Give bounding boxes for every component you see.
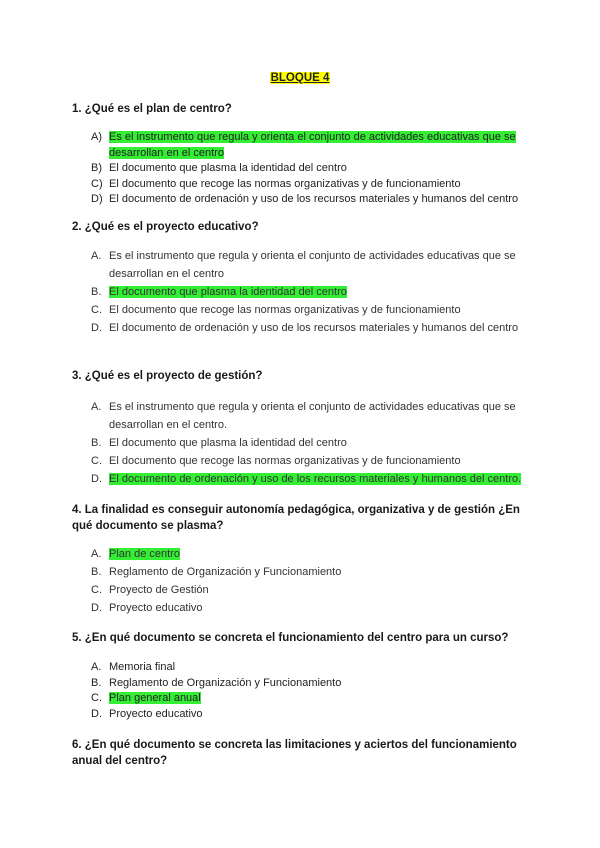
option: C. Proyecto de Gestión [91,584,209,596]
option: D) El documento de ordenación y uso de los recursos materiales y humanos del centro [91,193,519,205]
question-5: 5. ¿En qué documento se concreta el funcionamiento del centro para un curso? [72,632,509,644]
question-1-options [91,130,533,208]
option: D. Proyecto educativo [91,707,203,720]
option: B. El documento que plasma la identidad del centro [91,437,347,449]
question-4-options [91,545,533,617]
block-title: BLOQUE 4 [270,72,330,84]
option: A) Es el instrumento que regula y orienta el conjunto de actividades educativas que se desarrollan en el centro [91,131,516,159]
option: B. Reglamento de Organización y Funcionamiento [91,566,342,578]
question-5-options [91,660,533,722]
option: A. Plan de centro [91,548,180,560]
option: C) El documento que recoge las normas organizativas y de funcionamiento [91,177,461,190]
option: B. El documento que plasma la identidad del centro [91,286,347,298]
question-6: 6. ¿En qué documento se concreta las limitaciones y aciertos del funcionamiento anual del centro? [72,739,517,767]
question-2-options [91,247,533,337]
question-1: 1. ¿Qué es el plan de centro? [72,103,232,115]
option: C. El documento que recoge las normas organizativas y de funcionamiento [91,455,461,467]
question-3: 3. ¿Qué es el proyecto de gestión? [72,370,263,382]
option: B. Reglamento de Organización y Funcionamiento [91,676,342,689]
question-3-options [91,398,533,488]
option: C. El documento que recoge las normas organizativas y de funcionamiento [91,304,461,316]
option: B) El documento que plasma la identidad del centro [91,162,347,174]
option: A. Es el instrumento que regula y orienta el conjunto de actividades educativas que se desarrollan en el centro. [91,401,516,431]
question-2: 2. ¿Qué es el proyecto educativo? [72,221,259,233]
option: D. Proyecto educativo [91,602,203,614]
option: A. Es el instrumento que regula y orienta el conjunto de actividades educativas que se desarrollan en el centro [91,250,516,280]
option: D. El documento de ordenación y uso de los recursos materiales y humanos del centro. [91,473,522,485]
option: C. Plan general anual [91,692,201,704]
option: A. Memoria final [91,661,176,673]
question-4: 4. La finalidad es conseguir autonomía pedagógica, organizativa y de gestión ¿En qué documento se plasma? [72,504,520,532]
option: D. El documento de ordenación y uso de los recursos materiales y humanos del centro [91,322,519,334]
